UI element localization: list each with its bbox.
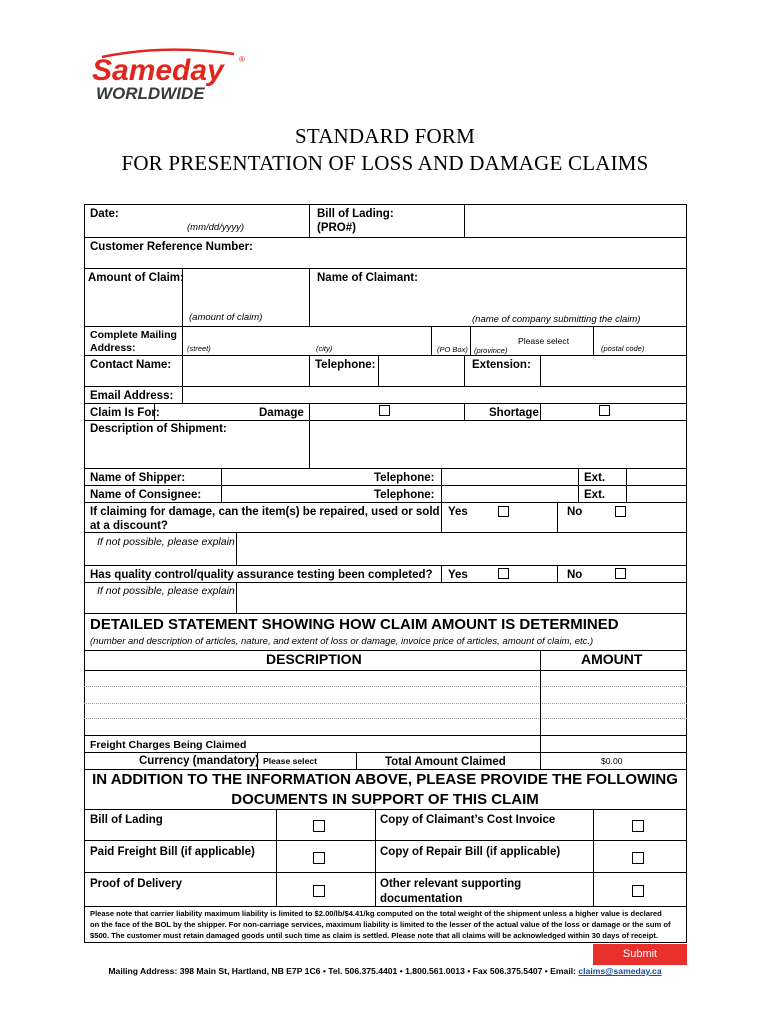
qc-yes-checkbox[interactable] (498, 568, 509, 579)
rule (84, 468, 687, 469)
form-title-line1: STANDARD FORM (294, 124, 476, 148)
rule (441, 502, 442, 532)
amount-of-claim-input[interactable] (184, 270, 307, 310)
doc-paid-freight-label: Paid Freight Bill (if applicable) (90, 846, 255, 858)
repair-question-line1: If claiming for damage, can the item(s) be repaired, used or sold (90, 506, 440, 518)
doc-cost-invoice-checkbox[interactable] (632, 820, 644, 832)
shipper-telephone-input[interactable] (443, 470, 576, 484)
consignee-telephone-input[interactable] (443, 487, 576, 501)
rule (84, 906, 687, 907)
rule (84, 532, 687, 533)
rule (84, 386, 687, 387)
doc-other-label-line1: Other relevant supporting (380, 878, 522, 890)
extension-input[interactable] (542, 357, 685, 385)
qc-yes-label: Yes (448, 569, 468, 581)
rule (236, 532, 237, 565)
repair-no-label: No (567, 506, 583, 518)
contact-name-label: Contact Name: (90, 359, 172, 371)
total-amount-value: $0.00 (601, 756, 623, 766)
po-box-hint: (PO Box) (437, 345, 468, 354)
statement-heading: DETAILED STATEMENT SHOWING HOW CLAIM AMOUNT IS DETERMINED (90, 616, 619, 633)
email-label: Email Address: (90, 390, 174, 402)
repair-explain-input[interactable] (238, 534, 685, 564)
amount-of-claim-label: Amount of Claim: (88, 272, 184, 284)
qc-no-checkbox[interactable] (615, 568, 626, 579)
qc-explain-label: If not possible, please explain (97, 585, 235, 597)
statement-subheading: (number and description of articles, nature, and extent of loss or damage, invoice price of articles, amount of claim, etc.) (90, 636, 594, 647)
notice-line3: $500. The customer must retain damaged goods until such time as claim is settled. Please note that all claims will be acknowledged within 30 days of receipt. (90, 931, 659, 940)
rule (84, 403, 687, 404)
submit-button[interactable]: Submit (593, 944, 687, 965)
total-amount-label: Total Amount Claimed (385, 756, 506, 768)
rule (84, 769, 687, 770)
footer (0, 966, 770, 976)
rule (309, 403, 310, 420)
date-label: Date: (90, 208, 119, 220)
logo-word-sameday: Sameday (92, 54, 224, 87)
qc-question: Has quality control/quality assurance testing been completed? (90, 569, 433, 581)
rule (309, 420, 310, 468)
amount-rows-input[interactable] (542, 672, 685, 734)
rule (540, 752, 541, 769)
rule (182, 355, 183, 386)
city-hint: (city) (316, 344, 333, 353)
logo-word-worldwide: WORLDWIDE (96, 84, 205, 103)
rule (540, 650, 541, 752)
description-rows-input[interactable] (86, 672, 538, 734)
name-of-claimant-label: Name of Claimant: (317, 272, 418, 284)
notice-line1: Please note that carrier liability maximum liability is limited to $2.00/lb/$4.41/kg computed on the total weight of the shipment unless a higher value is declared (90, 909, 662, 918)
footer-email-link[interactable]: claims@sameday.ca (578, 966, 662, 976)
rule (356, 752, 357, 769)
rule (84, 355, 687, 356)
qc-explain-input[interactable] (238, 584, 685, 612)
freight-charges-label: Freight Charges Being Claimed (90, 739, 247, 751)
customer-ref-input[interactable] (260, 239, 685, 267)
currency-select[interactable]: Please select (263, 756, 317, 766)
rule (557, 502, 558, 532)
repair-no-checkbox[interactable] (615, 506, 626, 517)
street-input[interactable] (184, 328, 429, 346)
rule (236, 582, 237, 613)
shortage-checkbox[interactable] (599, 405, 610, 416)
telephone-label: Telephone: (315, 359, 376, 371)
date-hint: (mm/dd/yyyy) (187, 222, 244, 233)
rule (84, 420, 687, 421)
consignee-label: Name of Consignee: (90, 489, 202, 501)
bol-label-line1: Bill of Lading: (317, 208, 394, 220)
rule (441, 565, 442, 582)
rule (540, 403, 541, 420)
shipper-ext-label: Ext. (584, 472, 606, 484)
rule (309, 355, 310, 386)
contact-name-input[interactable] (184, 357, 307, 385)
freight-charges-input[interactable] (542, 737, 685, 751)
claimant-hint: (name of company submitting the claim) (472, 314, 641, 325)
footer-address: Mailing Address: 398 Main St, Hartland, NB E7P 1C6 • Tel. 506.375.4401 • 1.800.561.0013 • Fax 506.375.5407 • Email: (108, 966, 579, 976)
doc-proof-delivery-label: Proof of Delivery (90, 878, 183, 890)
form-title-line2: FOR PRESENTATION OF LOSS AND DAMAGE CLAIMS (121, 151, 649, 175)
notice-line2: on the face of the BOL by the shipper. For non-carriage services, maximum liability is limited to the lesser of the actual value of the loss or damage or the sum of (90, 920, 671, 929)
repair-yes-label: Yes (448, 506, 468, 518)
shipper-input[interactable] (223, 470, 369, 484)
rule (84, 485, 687, 486)
bol-input[interactable] (466, 206, 685, 236)
shortage-label: Shortage (489, 407, 539, 419)
rule (464, 403, 465, 420)
repair-explain-label: If not possible, please explain (97, 536, 235, 548)
claim-for-label: Claim Is For: (90, 407, 160, 419)
rule (378, 355, 379, 386)
rule (84, 326, 687, 327)
mailing-label-line2: Address: (90, 342, 136, 354)
province-hint: (province) (474, 346, 508, 355)
shipper-label: Name of Shipper: (90, 472, 186, 484)
documents-heading-line2: DOCUMENTS IN SUPPORT OF THIS CLAIM (231, 791, 539, 808)
rule (221, 468, 222, 502)
rule (470, 326, 471, 355)
description-shipment-input[interactable] (311, 422, 685, 467)
doc-paid-freight-checkbox[interactable] (313, 852, 325, 864)
doc-repair-bill-checkbox[interactable] (632, 852, 644, 864)
rule (182, 386, 183, 403)
consignee-telephone-label: Telephone: (374, 489, 435, 501)
amount-hint: (amount of claim) (189, 312, 263, 323)
rule (182, 326, 183, 355)
amount-column-header: AMOUNT (581, 651, 643, 667)
postal-code-hint: (postal code) (601, 344, 645, 353)
currency-label: Currency (mandatory) (139, 755, 260, 767)
bol-label-line2: (PRO#) (317, 222, 356, 234)
rule (84, 735, 687, 736)
telephone-input[interactable] (380, 357, 462, 385)
doc-bill-of-lading-label: Bill of Lading (90, 814, 163, 826)
customer-ref-label: Customer Reference Number: (90, 241, 253, 253)
doc-bill-of-lading-checkbox[interactable] (313, 820, 325, 832)
extension-label: Extension: (472, 359, 531, 371)
rule (431, 326, 432, 355)
rule (375, 809, 376, 906)
claimant-input[interactable] (311, 286, 685, 312)
mailing-label-line1: Complete Mailing (90, 329, 177, 341)
street-hint: (street) (187, 344, 211, 353)
email-input[interactable] (184, 388, 685, 402)
consignee-input[interactable] (223, 487, 369, 501)
description-shipment-label: Description of Shipment: (90, 423, 227, 435)
damage-label: Damage (259, 407, 304, 419)
rule (84, 752, 687, 753)
consignee-ext-label: Ext. (584, 489, 606, 501)
damage-checkbox[interactable] (379, 405, 390, 416)
rule (540, 355, 541, 386)
doc-other-checkbox[interactable] (632, 885, 644, 897)
repair-question-line2: at a discount? (90, 520, 168, 532)
rule (441, 468, 442, 502)
rule (84, 502, 687, 503)
rule (84, 809, 687, 810)
rule (464, 355, 465, 386)
province-select[interactable]: Please select (518, 336, 570, 346)
shipper-telephone-label: Telephone: (374, 472, 435, 484)
date-input[interactable] (184, 206, 307, 236)
rule (309, 204, 310, 237)
sameday-logo (84, 48, 254, 104)
rule (464, 204, 465, 237)
doc-other-label-line2: documentation (380, 893, 463, 905)
rule (84, 613, 687, 614)
description-column-header: DESCRIPTION (266, 651, 362, 667)
rule (84, 840, 687, 841)
rule (593, 809, 594, 906)
rule (593, 326, 594, 355)
rule (84, 872, 687, 873)
rule (84, 565, 687, 566)
rule (84, 268, 687, 269)
doc-proof-delivery-checkbox[interactable] (313, 885, 325, 897)
rule (84, 582, 687, 583)
rule (309, 268, 310, 326)
doc-repair-bill-label: Copy of Repair Bill (if applicable) (380, 846, 561, 858)
qc-no-label: No (567, 569, 583, 581)
rule (557, 565, 558, 582)
rule (84, 670, 687, 671)
doc-cost-invoice-label: Copy of Claimant’s Cost Invoice (380, 814, 556, 826)
rule (578, 468, 579, 502)
repair-yes-checkbox[interactable] (498, 506, 509, 517)
rule (626, 468, 627, 502)
logo-registered: ® (239, 55, 245, 64)
rule (276, 809, 277, 906)
documents-heading-line1: IN ADDITION TO THE INFORMATION ABOVE, PLEASE PROVIDE THE FOLLOWING (92, 771, 678, 788)
rule (84, 237, 687, 238)
